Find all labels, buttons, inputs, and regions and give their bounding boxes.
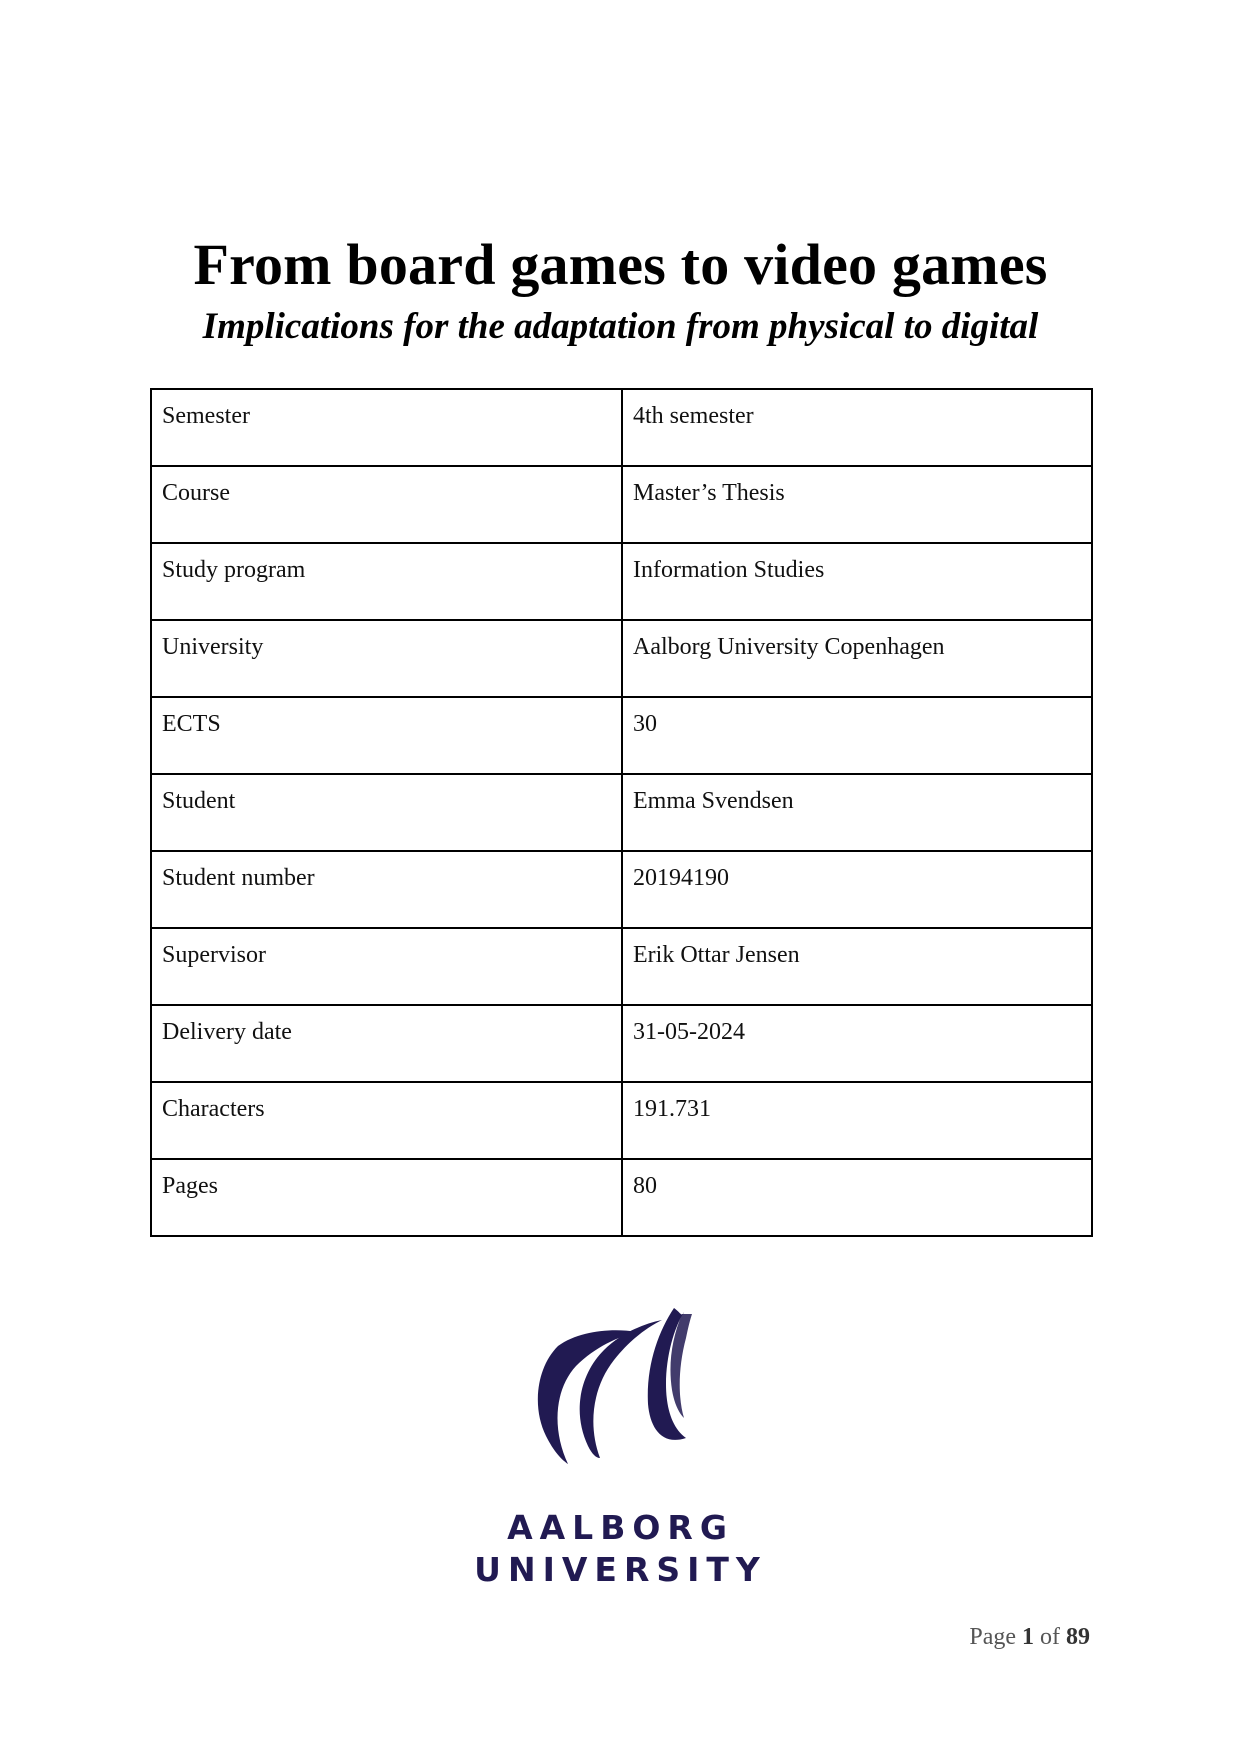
page-number-footer	[969, 1622, 1090, 1652]
row-value: 30	[622, 697, 1092, 774]
table-row	[151, 928, 1092, 1005]
table-row	[151, 1159, 1092, 1236]
aalborg-university-wave-logo-icon	[496, 1308, 746, 1472]
row-value: 31-05-2024	[622, 1005, 1092, 1082]
total-pages-number: 89	[1066, 1624, 1090, 1650]
row-label: Semester	[151, 389, 622, 466]
row-value: 80	[622, 1159, 1092, 1236]
table-row	[151, 466, 1092, 543]
table-row	[151, 1082, 1092, 1159]
table-row	[151, 543, 1092, 620]
row-label: Student	[151, 774, 622, 851]
row-label: Course	[151, 466, 622, 543]
row-label: Study program	[151, 543, 622, 620]
row-label: Supervisor	[151, 928, 622, 1005]
table-row	[151, 389, 1092, 466]
thesis-info-table	[150, 388, 1093, 1237]
logo-wordmark-line2: UNIVERSITY	[474, 1550, 767, 1589]
document-title: From board games to video games	[193, 232, 1048, 297]
current-page-number: 1	[1022, 1624, 1034, 1650]
row-value: Erik Ottar Jensen	[622, 928, 1092, 1005]
document-subtitle: Implications for the adaptation from physical to digital	[202, 306, 1039, 347]
row-value: 4th semester	[622, 389, 1092, 466]
row-label: Student number	[151, 851, 622, 928]
row-label: Delivery date	[151, 1005, 622, 1082]
row-value: 191.731	[622, 1082, 1092, 1159]
table-row	[151, 1005, 1092, 1082]
row-value: Master’s Thesis	[622, 466, 1092, 543]
row-label: ECTS	[151, 697, 622, 774]
row-value: Information Studies	[622, 543, 1092, 620]
table-row	[151, 851, 1092, 928]
row-label: Characters	[151, 1082, 622, 1159]
table-row	[151, 774, 1092, 851]
row-value: Aalborg University Copenhagen	[622, 620, 1092, 697]
row-label: University	[151, 620, 622, 697]
table-row	[151, 620, 1092, 697]
row-value: 20194190	[622, 851, 1092, 928]
page-prefix: Page	[969, 1624, 1016, 1650]
table-row	[151, 697, 1092, 774]
row-label: Pages	[151, 1159, 622, 1236]
row-value: Emma Svendsen	[622, 774, 1092, 851]
logo-wordmark-line1: AALBORG	[507, 1508, 734, 1547]
page-of-label: of	[1040, 1624, 1060, 1650]
